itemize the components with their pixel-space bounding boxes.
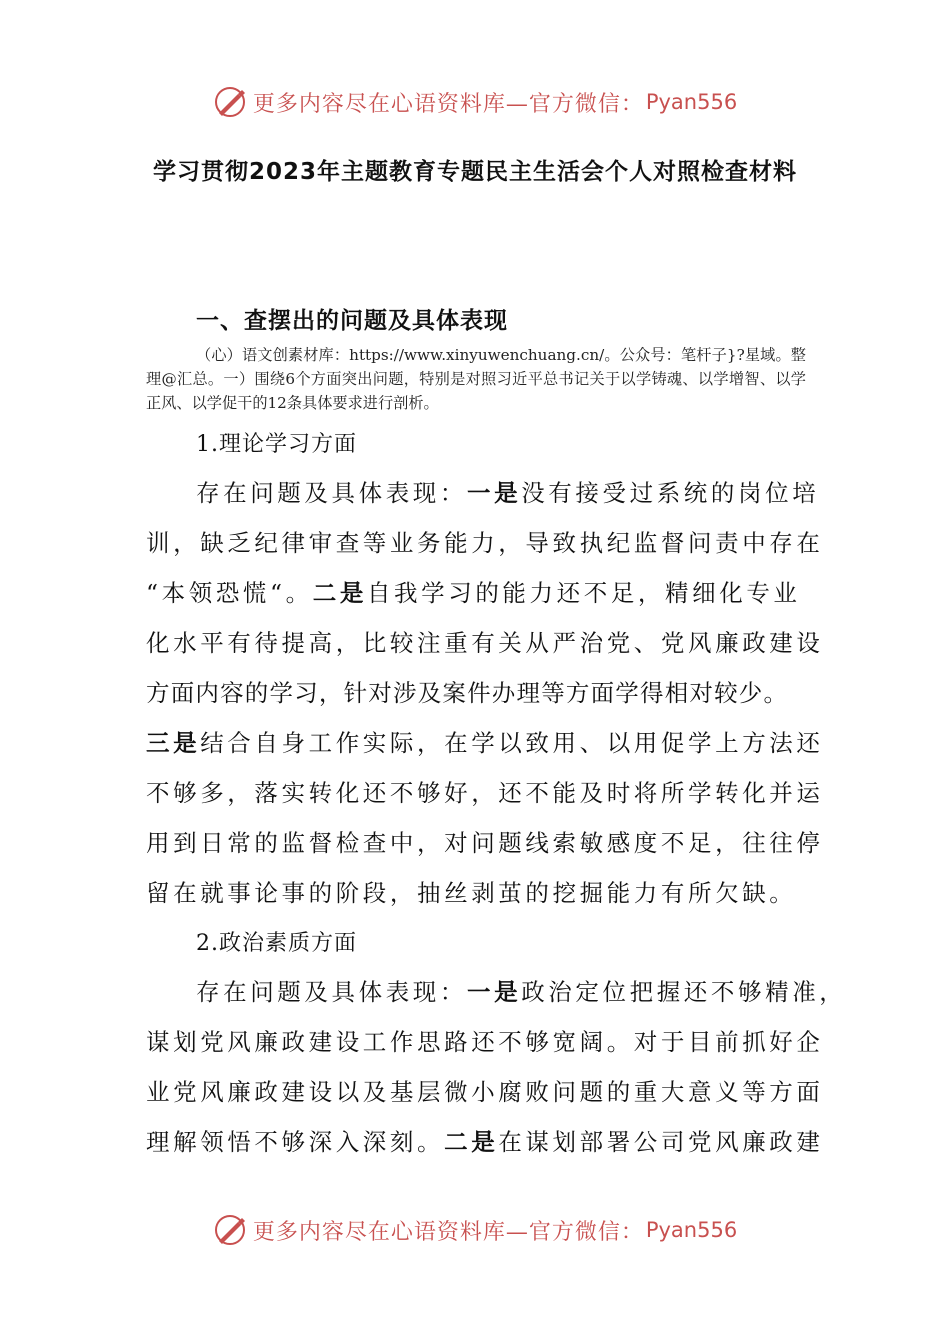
document-title: 学习贯彻2023年主题教育专题民主生活会个人对照检查材料 [152, 159, 797, 185]
pen-circle-icon [213, 1213, 247, 1247]
text-line: 谋划党风廉政建设工作思路还不够宽阔。对于目前抓好企 [146, 1028, 824, 1056]
text-line: 用到日常的监督检查中，对问题线索敏感度不足，往往停 [146, 829, 824, 857]
key-phrase: 三是 [146, 729, 201, 757]
text-line: 不够多，落实转化还不够好，还不能及时将所学转化并运 [146, 779, 824, 807]
text-line: 存在问题及具体表现：一是没有接受过系统的岗位培 [196, 479, 820, 507]
header-banner [0, 82, 950, 122]
subheading-political-quality: 2.政治素质方面 [196, 931, 357, 956]
text-line: 方面内容的学习，针对涉及案件办理等方面学得相对较少。 [146, 679, 789, 707]
key-phrase: 一是 [467, 978, 522, 1006]
paragraph-theory-study [146, 468, 824, 918]
text-line: 化水平有待提高，比较注重有关从严治党、党风廉政建设 [146, 629, 824, 657]
subheading-theory-study: 1.理论学习方面 [196, 432, 357, 457]
pen-circle-icon [213, 85, 247, 119]
text-line: 留在就事论事的阶段，抽丝剥茧的挖掘能力有所欠缺。 [146, 879, 797, 907]
text-line: “本领恐慌“。二是自我学习的能力还不足，精细化专业 [146, 579, 801, 607]
banner-text: 更多内容尽在心语资料库—官方微信： [252, 91, 644, 117]
section-heading: 一、查摆出的问题及具体表现 [196, 308, 508, 334]
footer-banner [0, 1210, 950, 1250]
text-line: 三是结合自身工作实际，在学以致用、以用促学上方法还 [146, 729, 824, 757]
text-line: 存在问题及具体表现：一是政治定位把握还不够精准， [196, 978, 847, 1006]
text-line: 训，缺乏纪律审查等业务能力，导致执纪监督问责中存在 [146, 529, 824, 557]
key-phrase: 二是 [312, 579, 367, 607]
source-notice: （心）语文创素材库：https://www.xinyuwenchuang.cn/。公众号：笔杆子}?星域。整理@汇总。一）围绕6个方面突出问题，特别是对照习近平总书记关于以学铸魂、以学增智、以学正风、以学促干的12条具体要求进行剖析。 [146, 346, 806, 412]
paragraph-political-quality [146, 967, 847, 1167]
wechat-id: Pyan556 [645, 90, 738, 114]
banner-text: 更多内容尽在心语资料库—官方微信： [252, 1219, 644, 1245]
wechat-id: Pyan556 [645, 1218, 738, 1242]
key-phrase: 二是 [444, 1128, 499, 1156]
key-phrase: 一是 [467, 479, 522, 507]
text-line: 理解领悟不够深入深刻。二是在谋划部署公司党风廉政建 [146, 1128, 824, 1156]
text-line: 业党风廉政建设以及基层微小腐败问题的重大意义等方面 [146, 1078, 824, 1106]
